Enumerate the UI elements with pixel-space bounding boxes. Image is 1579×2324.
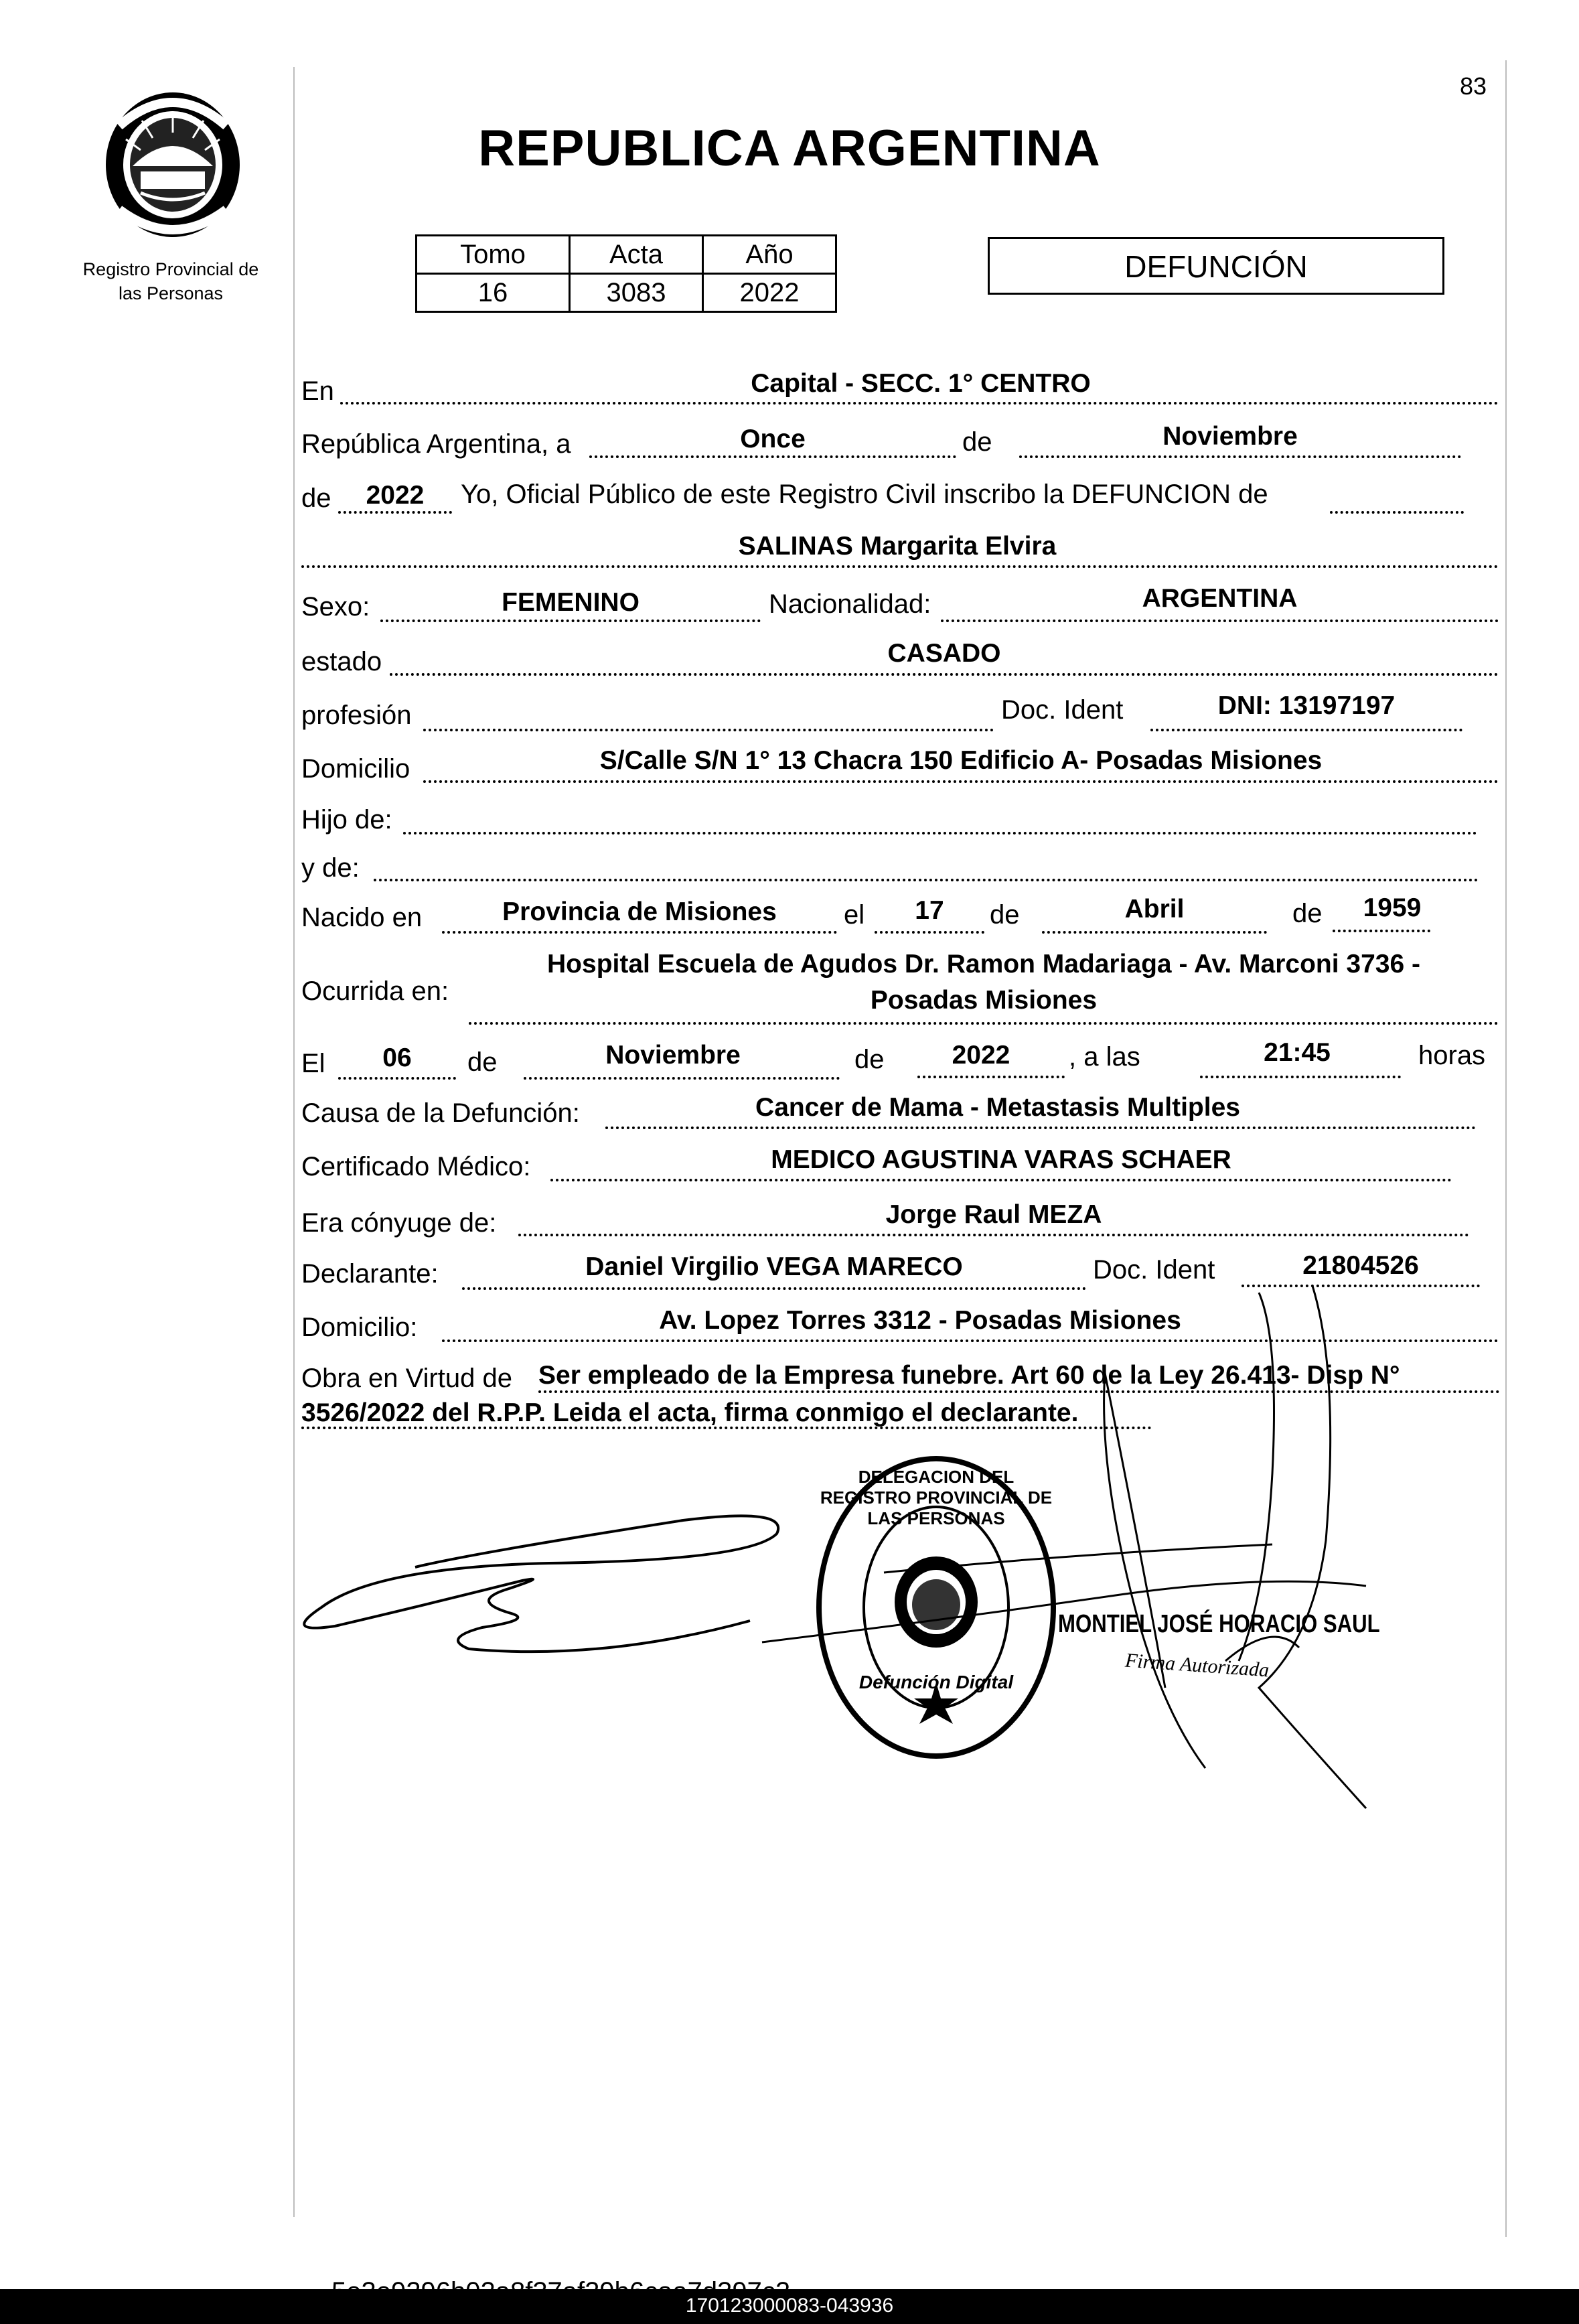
label-oficial: Yo, Oficial Público de este Registro Civil inscribo la DEFUNCION de — [461, 480, 1268, 509]
dotline-domicilio — [423, 780, 1499, 783]
label-a-las: , a las — [1069, 1042, 1140, 1072]
dotline-declarante-doc — [1242, 1285, 1480, 1287]
dotline-nombre — [301, 565, 1499, 568]
field-conyuge: Jorge Raul MEZA — [885, 1200, 1102, 1229]
label-de-2: de — [301, 484, 331, 513]
label-sexo: Sexo: — [301, 592, 370, 622]
field-nac-anio: 1959 — [1363, 893, 1422, 922]
dotline-def-hora — [1200, 1076, 1401, 1078]
dotline-domicilio-2 — [442, 1339, 1499, 1342]
dotline-anio — [338, 511, 452, 514]
field-nombre: SALINAS Margarita Elvira — [738, 532, 1057, 561]
field-sexo: FEMENINO — [502, 588, 640, 617]
label-de-6: de — [854, 1045, 885, 1074]
page-number: 83 — [1460, 72, 1487, 100]
label-horas: horas — [1418, 1041, 1486, 1070]
label-ocurrida-en: Ocurrida en: — [301, 976, 449, 1006]
field-lugar: Capital - SECC. 1° CENTRO — [751, 369, 1091, 398]
registry-name-line2: las Personas — [118, 283, 224, 303]
field-domicilio: S/Calle S/N 1° 13 Chacra 150 Edificio A- Posadas Misiones — [599, 746, 1323, 775]
page-title: REPUBLICA ARGENTINA — [478, 120, 1101, 177]
field-causa: Cancer de Mama - Metastasis Multiples — [755, 1093, 1240, 1122]
header-acta: Acta — [570, 236, 703, 274]
field-nac-mes: Abril — [1124, 895, 1185, 924]
record-table — [415, 234, 837, 313]
field-ocurrida-linea1: Hospital Escuela de Agudos Dr. Ramon Madariaga - Av. Marconi 3736 - — [547, 950, 1420, 978]
officer-name: MONTIEL JOSÉ HORACIO SAUL — [1058, 1610, 1380, 1638]
dotline-estado — [390, 673, 1499, 676]
dotline-sexo — [380, 620, 761, 622]
label-certificado: Certificado Médico: — [301, 1152, 531, 1181]
value-tomo: 16 — [417, 274, 570, 312]
value-anio: 2022 — [703, 274, 836, 312]
dotline-y-de — [374, 879, 1479, 881]
right-margin-line — [1505, 60, 1507, 2237]
label-de-4: de — [1292, 899, 1323, 928]
left-margin-line — [293, 67, 295, 2217]
dotline-def-dia — [338, 1077, 456, 1080]
label-profesion: profesión — [301, 701, 412, 730]
label-doc-ident-2: Doc. Ident — [1093, 1255, 1215, 1285]
dotline-doc — [1150, 729, 1462, 731]
label-estado: estado — [301, 647, 382, 676]
label-hijo-de: Hijo de: — [301, 805, 392, 834]
declarant-signature — [304, 1516, 778, 1652]
dotline-dia — [589, 455, 956, 458]
field-certificado: MEDICO AGUSTINA VARAS SCHAER — [771, 1145, 1231, 1174]
dotline-en — [340, 402, 1499, 405]
label-de-1: de — [962, 427, 992, 457]
label-y-de: y de: — [301, 853, 360, 883]
field-ocurrida-linea2: Posadas Misiones — [870, 986, 1098, 1015]
field-obra-linea1: Ser empleado de la Empresa funebre. Art 60 de la Ley 26.413- Disp N° — [538, 1361, 1400, 1390]
label-de-3: de — [990, 900, 1020, 930]
dotline-ocurrida — [469, 1022, 1499, 1025]
registry-name — [54, 257, 288, 305]
field-nac-dia: 17 — [915, 896, 944, 925]
field-def-anio: 2022 — [952, 1041, 1010, 1070]
record-type-box: DEFUNCIÓN — [988, 237, 1444, 295]
label-obra: Obra en Virtud de — [301, 1364, 513, 1393]
official-stamp — [814, 1453, 1059, 1761]
dotline-mes — [1019, 455, 1461, 458]
stamp-outer-text: DELEGACION DEL REGISTRO PROVINCIAL DE LAS PERSONAS — [820, 1467, 1053, 1528]
dotline-obra-2 — [301, 1427, 1152, 1429]
label-el: el — [844, 900, 865, 930]
dotline-declarante — [462, 1287, 1086, 1290]
field-def-dia: 06 — [382, 1043, 412, 1072]
label-en: En — [301, 376, 334, 406]
field-nacido-en: Provincia de Misiones — [502, 897, 777, 926]
label-de-5: de — [467, 1047, 498, 1077]
dotline-causa — [605, 1127, 1476, 1129]
value-acta: 3083 — [570, 274, 703, 312]
label-domicilio-2: Domicilio: — [301, 1313, 418, 1342]
field-declarante-domicilio: Av. Lopez Torres 3312 - Posadas Misiones — [659, 1306, 1181, 1335]
field-estado: CASADO — [887, 639, 1001, 668]
field-declarante-doc: 21804526 — [1302, 1251, 1419, 1280]
dotline-nac-mes — [1042, 931, 1267, 934]
officer-role: Firma Autorizada — [1124, 1649, 1270, 1682]
field-mes: Noviembre — [1162, 422, 1298, 451]
label-domicilio: Domicilio — [301, 754, 410, 784]
dotline-def-mes — [524, 1077, 840, 1080]
label-republica-a: República Argentina, a — [301, 429, 571, 459]
field-dia-letras: Once — [740, 425, 806, 453]
field-obra-linea2: 3526/2022 del R.P.P. Leida el acta, firma conmigo el declarante. — [301, 1398, 1079, 1427]
label-el-cap: El — [301, 1049, 325, 1078]
field-nacionalidad: ARGENTINA — [1142, 584, 1298, 613]
dotline-oficial — [1330, 511, 1464, 514]
field-def-mes: Noviembre — [605, 1041, 741, 1070]
label-declarante: Declarante: — [301, 1259, 439, 1289]
header-tomo: Tomo — [417, 236, 570, 274]
label-doc-ident: Doc. Ident — [1001, 695, 1124, 725]
label-conyuge: Era cónyuge de: — [301, 1208, 497, 1238]
dotline-profesion — [423, 729, 994, 731]
dotline-nac-anio — [1333, 930, 1430, 932]
field-doc: DNI: 13197197 — [1217, 691, 1396, 720]
field-def-hora: 21:45 — [1264, 1038, 1331, 1067]
dotline-obra-1 — [538, 1390, 1500, 1393]
dotline-nacido-en — [442, 931, 837, 934]
footer-code: 170123000083-043936 — [685, 2295, 894, 2317]
dotline-def-anio — [917, 1076, 1065, 1078]
field-declarante: Daniel Virgilio VEGA MARECO — [585, 1252, 963, 1281]
dotline-nacionalidad — [941, 620, 1499, 622]
header-anio: Año — [703, 236, 836, 274]
dotline-certificado — [550, 1179, 1452, 1181]
registry-name-line1: Registro Provincial de — [82, 259, 259, 279]
label-nacido-en: Nacido en — [301, 903, 423, 932]
label-causa: Causa de la Defunción: — [301, 1098, 580, 1128]
label-nacionalidad: Nacionalidad: — [769, 589, 931, 619]
dotline-hijo-de — [403, 832, 1477, 834]
stamp-inner-text: Defunción Digital — [858, 1672, 1014, 1692]
dotline-nac-dia — [875, 931, 984, 934]
field-anio: 2022 — [366, 481, 425, 510]
dotline-conyuge — [518, 1234, 1469, 1236]
